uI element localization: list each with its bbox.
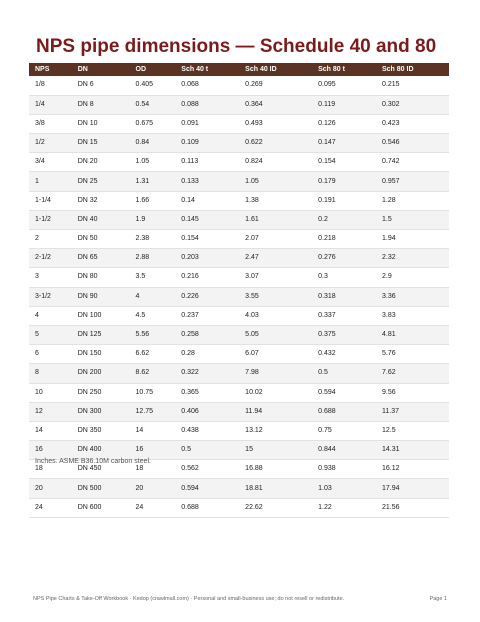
table-cell: 1.9	[130, 210, 176, 229]
column-header: DN	[77, 66, 88, 73]
table-cell: 10.02	[239, 383, 312, 402]
table-cell: 0.844	[312, 441, 376, 460]
table-cell: 0.5	[175, 441, 239, 460]
table-cell: 3.07	[239, 268, 312, 287]
table-cell: 0.594	[312, 383, 376, 402]
table-cell: DN 350	[72, 421, 130, 440]
table-cell: 11.37	[376, 402, 449, 421]
table-cell: 10.75	[130, 383, 176, 402]
table-cell: 0.688	[312, 402, 376, 421]
table-row	[29, 172, 449, 191]
table-cell: DN 40	[72, 210, 130, 229]
table-cell: 1.94	[376, 230, 449, 249]
table-cell: 20	[130, 479, 176, 498]
table-cell: 2.07	[239, 230, 312, 249]
table-cell: 21.56	[376, 498, 449, 517]
table-cell: DN 25	[72, 172, 130, 191]
table-cell: 0.622	[239, 134, 312, 153]
table-cell: 1.05	[130, 153, 176, 172]
table-row	[29, 287, 449, 306]
column-header: Sch 80 ID	[382, 66, 414, 73]
table-cell: 0.742	[376, 153, 449, 172]
table-cell: 0.594	[175, 479, 239, 498]
table-cell: 3-1/2	[29, 287, 72, 306]
table-cell: 2.47	[239, 249, 312, 268]
table-cell: 0.406	[175, 402, 239, 421]
table-cell: 16	[29, 441, 72, 460]
table-cell: 5	[29, 325, 72, 344]
table-cell: 0.147	[312, 134, 376, 153]
table-cell: 1-1/2	[29, 210, 72, 229]
table-row	[29, 325, 449, 344]
table-cell: 20	[29, 479, 72, 498]
table-cell: 2-1/2	[29, 249, 72, 268]
table-cell: 0.154	[175, 230, 239, 249]
table-cell: 0.28	[175, 345, 239, 364]
table-row	[29, 364, 449, 383]
table-cell: 24	[130, 498, 176, 517]
table-cell: 0.824	[239, 153, 312, 172]
table-cell: 6.62	[130, 345, 176, 364]
table-cell: 2	[29, 230, 72, 249]
table-row	[29, 345, 449, 364]
table-cell: 1/2	[29, 134, 72, 153]
table-header-row	[29, 63, 449, 76]
table-cell: DN 6	[72, 76, 130, 95]
table-cell: 0.109	[175, 134, 239, 153]
table-cell: 0.562	[175, 460, 239, 479]
table-cell: 10	[29, 383, 72, 402]
table-cell: 0.179	[312, 172, 376, 191]
table-cell: 1.66	[130, 191, 176, 210]
table-cell: 1.61	[239, 210, 312, 229]
table-cell: 3.55	[239, 287, 312, 306]
table-cell: 1	[29, 172, 72, 191]
table-cell: 0.215	[376, 76, 449, 95]
table-cell: 3.83	[376, 306, 449, 325]
table-cell: 0.365	[175, 383, 239, 402]
table-cell: 18	[29, 460, 72, 479]
page-footer	[33, 596, 447, 602]
table-cell: 0.322	[175, 364, 239, 383]
table-cell: 5.76	[376, 345, 449, 364]
table-cell: 3	[29, 268, 72, 287]
table-cell: 9.56	[376, 383, 449, 402]
pipe-dimensions-table	[29, 63, 449, 518]
table-cell: DN 500	[72, 479, 130, 498]
column-header: NPS	[35, 66, 50, 73]
table-cell: 7.62	[376, 364, 449, 383]
table-cell: 0.14	[175, 191, 239, 210]
table-note: Inches. ASME B36.10M carbon steel.	[35, 458, 151, 465]
table-cell: 0.318	[312, 287, 376, 306]
page-number: Page 1	[429, 596, 447, 602]
table-cell: 0.54	[130, 95, 176, 114]
table-cell: 0.2	[312, 210, 376, 229]
table-cell: 0.493	[239, 114, 312, 133]
table-cell: 17.94	[376, 479, 449, 498]
table-cell: 1/8	[29, 76, 72, 95]
table-cell: 14	[130, 421, 176, 440]
table-cell: 22.62	[239, 498, 312, 517]
table-cell: 0.191	[312, 191, 376, 210]
table-cell: 0.3	[312, 268, 376, 287]
column-header: Sch 40 ID	[245, 66, 277, 73]
table-cell: 18	[130, 460, 176, 479]
table-cell: 14	[29, 421, 72, 440]
table-cell: DN 250	[72, 383, 130, 402]
table-cell: 4.5	[130, 306, 176, 325]
table-cell: 0.5	[312, 364, 376, 383]
table-cell: DN 50	[72, 230, 130, 249]
table-cell: 0.088	[175, 95, 239, 114]
table-cell: 0.126	[312, 114, 376, 133]
table-cell: 6	[29, 345, 72, 364]
table-cell: DN 8	[72, 95, 130, 114]
table-row	[29, 479, 449, 498]
table-cell: DN 90	[72, 287, 130, 306]
table-cell: 0.546	[376, 134, 449, 153]
table-cell: 0.405	[130, 76, 176, 95]
table-cell: 8	[29, 364, 72, 383]
table-cell: 0.957	[376, 172, 449, 191]
table-cell: 11.94	[239, 402, 312, 421]
column-header: Sch 80 t	[318, 66, 345, 73]
table-cell: 0.091	[175, 114, 239, 133]
table-cell: DN 150	[72, 345, 130, 364]
table-cell: 0.938	[312, 460, 376, 479]
table-row	[29, 210, 449, 229]
table-row	[29, 153, 449, 172]
table-cell: 13.12	[239, 421, 312, 440]
table-row	[29, 230, 449, 249]
table-cell: 8.62	[130, 364, 176, 383]
table-cell: 0.337	[312, 306, 376, 325]
table-cell: 0.226	[175, 287, 239, 306]
table-cell: 1.05	[239, 172, 312, 191]
table-row	[29, 249, 449, 268]
table-cell: 14.31	[376, 441, 449, 460]
table-cell: DN 300	[72, 402, 130, 421]
table-row	[29, 268, 449, 287]
table-cell: 16	[130, 441, 176, 460]
table-cell: DN 400	[72, 441, 130, 460]
table-row	[29, 498, 449, 517]
table-cell: 2.9	[376, 268, 449, 287]
table-cell: 1.38	[239, 191, 312, 210]
table-row	[29, 402, 449, 421]
table-cell: 3/8	[29, 114, 72, 133]
table-cell: 16.88	[239, 460, 312, 479]
table-cell: 0.154	[312, 153, 376, 172]
table-cell: 1.5	[376, 210, 449, 229]
table-cell: 2.88	[130, 249, 176, 268]
table-cell: 2.32	[376, 249, 449, 268]
table-cell: 0.145	[175, 210, 239, 229]
table-cell: 0.84	[130, 134, 176, 153]
table-cell: 0.203	[175, 249, 239, 268]
footer-text: NPS Pipe Charts & Take-Off Workbook · Kedop (crawlmall.com) · Personal and small-business use; do not resell or redistribute.	[33, 596, 345, 602]
table-cell: 16.12	[376, 460, 449, 479]
table-cell: DN 20	[72, 153, 130, 172]
table-row	[29, 134, 449, 153]
table-cell: DN 80	[72, 268, 130, 287]
table-cell: 4	[130, 287, 176, 306]
table-cell: 3.5	[130, 268, 176, 287]
table-cell: 5.56	[130, 325, 176, 344]
table-cell: 12.75	[130, 402, 176, 421]
table-row	[29, 95, 449, 114]
table-cell: 5.05	[239, 325, 312, 344]
table-cell: 12	[29, 402, 72, 421]
table-cell: DN 65	[72, 249, 130, 268]
table-cell: 0.375	[312, 325, 376, 344]
table-cell: 0.276	[312, 249, 376, 268]
table-cell: 0.216	[175, 268, 239, 287]
table-cell: 0.269	[239, 76, 312, 95]
table-cell: 0.218	[312, 230, 376, 249]
table-cell: DN 15	[72, 134, 130, 153]
table-cell: DN 100	[72, 306, 130, 325]
table-cell: 1.22	[312, 498, 376, 517]
table-cell: DN 200	[72, 364, 130, 383]
column-header: Sch 40 t	[181, 66, 209, 73]
table-cell: 0.119	[312, 95, 376, 114]
table-cell: 3.36	[376, 287, 449, 306]
table-cell: 0.432	[312, 345, 376, 364]
table-cell: 24	[29, 498, 72, 517]
table-cell: 4	[29, 306, 72, 325]
table-row	[29, 441, 449, 460]
table-cell: 0.423	[376, 114, 449, 133]
table-cell: DN 32	[72, 191, 130, 210]
table-cell: 2.38	[130, 230, 176, 249]
table-cell: DN 600	[72, 498, 130, 517]
table-cell: 4.03	[239, 306, 312, 325]
table-row	[29, 114, 449, 133]
column-header: OD	[135, 66, 147, 73]
table-cell: 7.98	[239, 364, 312, 383]
table-cell: 0.258	[175, 325, 239, 344]
table-cell: 0.302	[376, 95, 449, 114]
table-cell: 1.03	[312, 479, 376, 498]
table-cell: 0.688	[175, 498, 239, 517]
table-cell: DN 125	[72, 325, 130, 344]
table-cell: 0.237	[175, 306, 239, 325]
table-cell: 1.28	[376, 191, 449, 210]
table-cell: 3/4	[29, 153, 72, 172]
table-cell: 1/4	[29, 95, 72, 114]
table-cell: 0.133	[175, 172, 239, 191]
table-row	[29, 421, 449, 440]
table-cell: DN 450	[72, 460, 130, 479]
table-cell: 18.81	[239, 479, 312, 498]
table-cell: 0.675	[130, 114, 176, 133]
table-cell: 6.07	[239, 345, 312, 364]
table-cell: 15	[239, 441, 312, 460]
table-row	[29, 191, 449, 210]
table-cell: 0.095	[312, 76, 376, 95]
table-cell: 0.068	[175, 76, 239, 95]
page-title: NPS pipe dimensions — Schedule 40 and 80	[36, 36, 437, 57]
table-row	[29, 76, 449, 95]
table-cell: 12.5	[376, 421, 449, 440]
table-cell: 0.364	[239, 95, 312, 114]
table-cell: 0.75	[312, 421, 376, 440]
table-cell: DN 10	[72, 114, 130, 133]
table-cell: 1.31	[130, 172, 176, 191]
table-cell: 0.438	[175, 421, 239, 440]
table-row	[29, 306, 449, 325]
table-cell: 4.81	[376, 325, 449, 344]
table-row	[29, 383, 449, 402]
table-cell: 1-1/4	[29, 191, 72, 210]
table-cell: 0.113	[175, 153, 239, 172]
